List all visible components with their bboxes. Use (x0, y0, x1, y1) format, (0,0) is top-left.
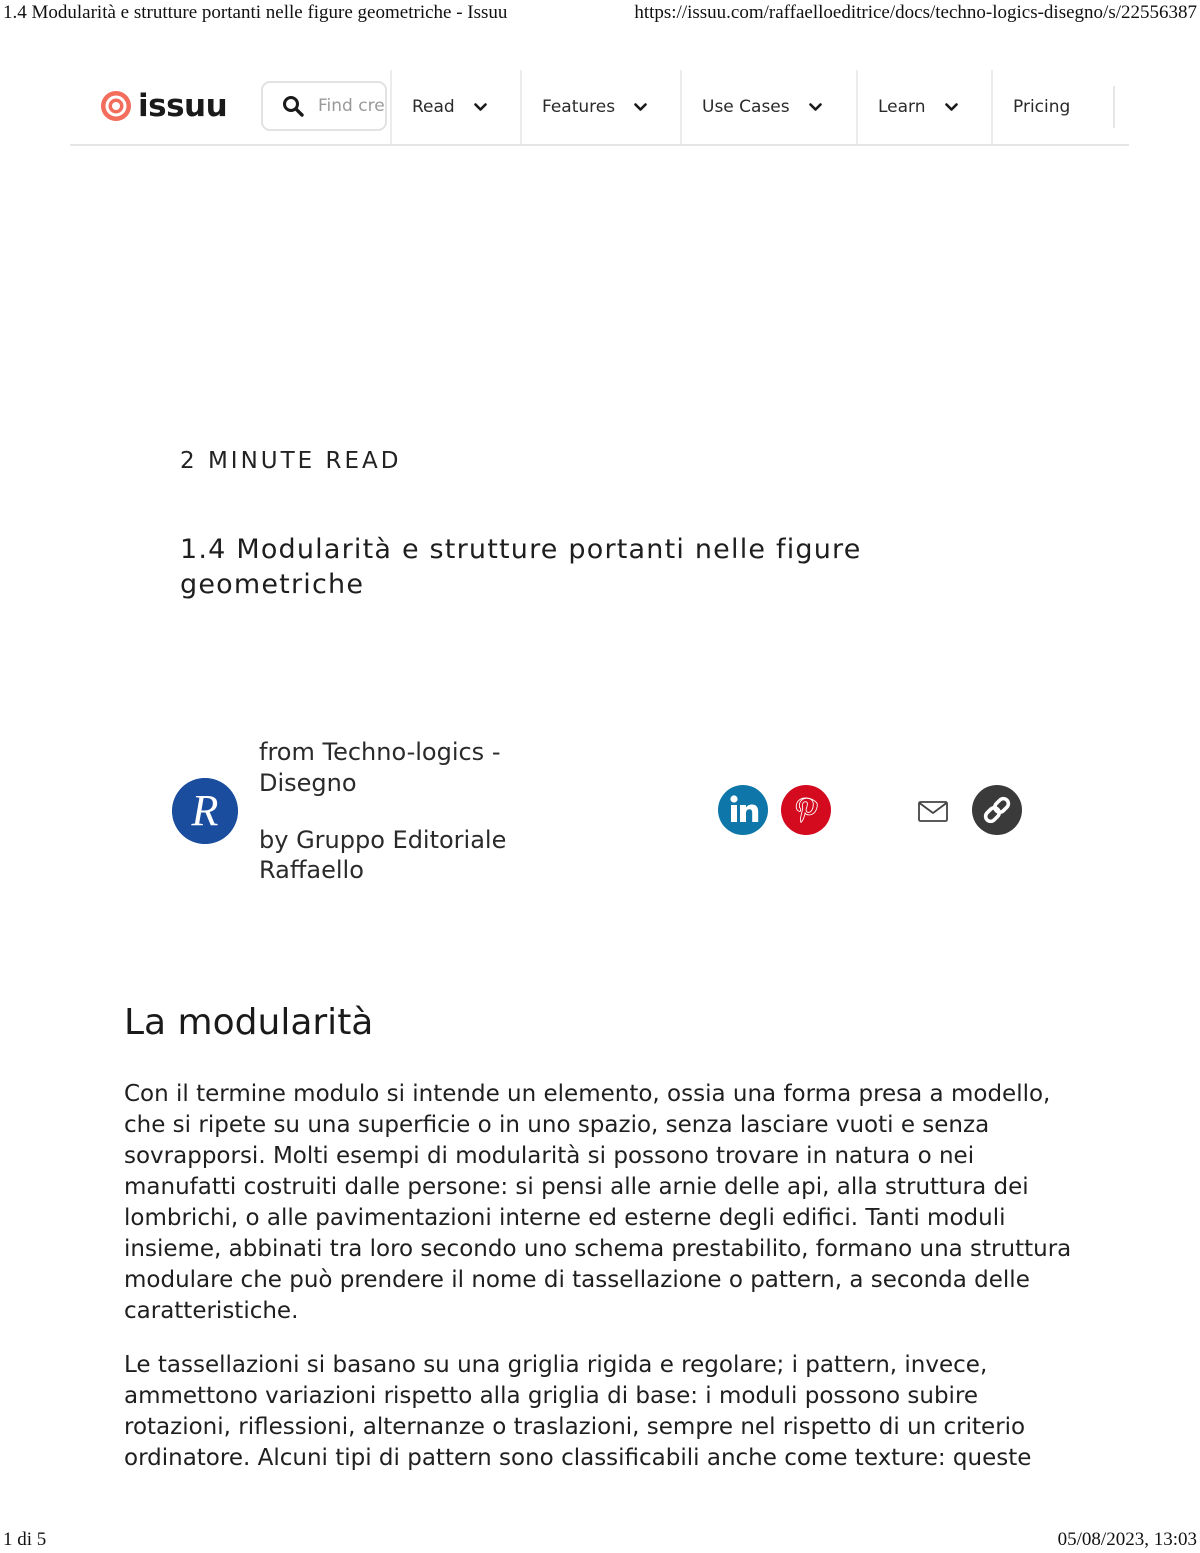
print-footer (0, 1529, 1200, 1553)
search-icon (282, 95, 304, 117)
avatar-letter: R (191, 786, 219, 835)
publisher-logo-icon (172, 778, 238, 844)
search-input[interactable] (318, 96, 384, 116)
issuu-logo-icon (100, 90, 132, 122)
print-page-url: https://issuu.com/raffaelloeditrice/docs/techno-logics-disegno/s/22556387 (634, 2, 1197, 23)
nav-learn-label: Learn (878, 97, 926, 117)
nav-pricing-label: Pricing (1013, 97, 1071, 117)
article-title: 1.4 Modularità e strutture portanti nelle figure geometriche (180, 534, 862, 600)
paragraph-2: Le tassellazioni si basano su una griglia rigida e regolare; i pattern, invece, ammettono variazioni rispetto alla griglia di base: i moduli possono subire rotazioni, riflessioni, alternanze o traslazioni, sempre nel rispetto di un criterio ordinatore. Alcuni tipi di pattern sono classificabili anche come texture: queste (124, 1352, 1032, 1471)
chevron-down-icon (809, 103, 822, 112)
email-icon (913, 793, 953, 829)
search-box[interactable] (261, 81, 387, 131)
paragraph-1: Con il termine modulo si intende un elemento, ossia una forma presa a modello, che si ripete su una superficie o in uno spazio, senza lasciare vuoti e senza sovrapporsi. Molti esempi di modularità si possono trovare in natura o nei manufatti costruiti dalle persone: si pensi alle arnie delle api, alla struttura dei lombrichi, o alle pavimentazioni interne ed esterne degli edifici. Tanti moduli insieme, abbinati tra loro secondo uno schema prestabilito, formano una struttura modulare che può prendere il nome di tassellazione o pattern, a seconda delle caratteristiche. (124, 1081, 1072, 1324)
copy-link-button[interactable] (972, 785, 1022, 835)
pinterest-icon (781, 785, 831, 835)
share-email-button[interactable] (913, 793, 953, 829)
publication-source[interactable]: from Techno-logics - Disegno (259, 738, 501, 797)
publisher-avatar[interactable] (172, 778, 238, 844)
issuu-logo[interactable] (100, 86, 227, 126)
print-page-title: 1.4 Modularità e strutture portanti nelle figure geometriche - Issuu (3, 2, 508, 23)
share-pinterest-button[interactable] (781, 785, 831, 835)
chevron-down-icon (634, 103, 647, 112)
nav-divider (1113, 86, 1115, 128)
nav-use-cases[interactable] (680, 70, 856, 144)
top-navigation (70, 70, 1129, 146)
nav-features-label: Features (542, 97, 616, 117)
section-heading: La modularità (124, 1002, 374, 1043)
brand-name: issuu (138, 88, 228, 124)
publisher-name[interactable]: by Gruppo Editoriale Raffaello (259, 826, 507, 884)
share-linkedin-button[interactable] (718, 785, 768, 835)
nav-learn[interactable] (856, 70, 991, 144)
nav-use-cases-label: Use Cases (702, 97, 790, 117)
print-page-counter: 1 di 5 (3, 1529, 47, 1550)
nav-read[interactable] (390, 70, 520, 144)
print-datetime: 05/08/2023, 13:03 (1057, 1529, 1197, 1550)
link-icon (972, 785, 1022, 835)
read-time: 2 MINUTE READ (180, 448, 402, 474)
print-header (0, 2, 1200, 28)
nav-pricing[interactable] (991, 70, 1113, 144)
chevron-down-icon (945, 103, 958, 112)
nav-read-label: Read (412, 97, 455, 117)
chevron-down-icon (474, 103, 487, 112)
linkedin-icon (718, 785, 768, 835)
nav-features[interactable] (520, 70, 680, 144)
